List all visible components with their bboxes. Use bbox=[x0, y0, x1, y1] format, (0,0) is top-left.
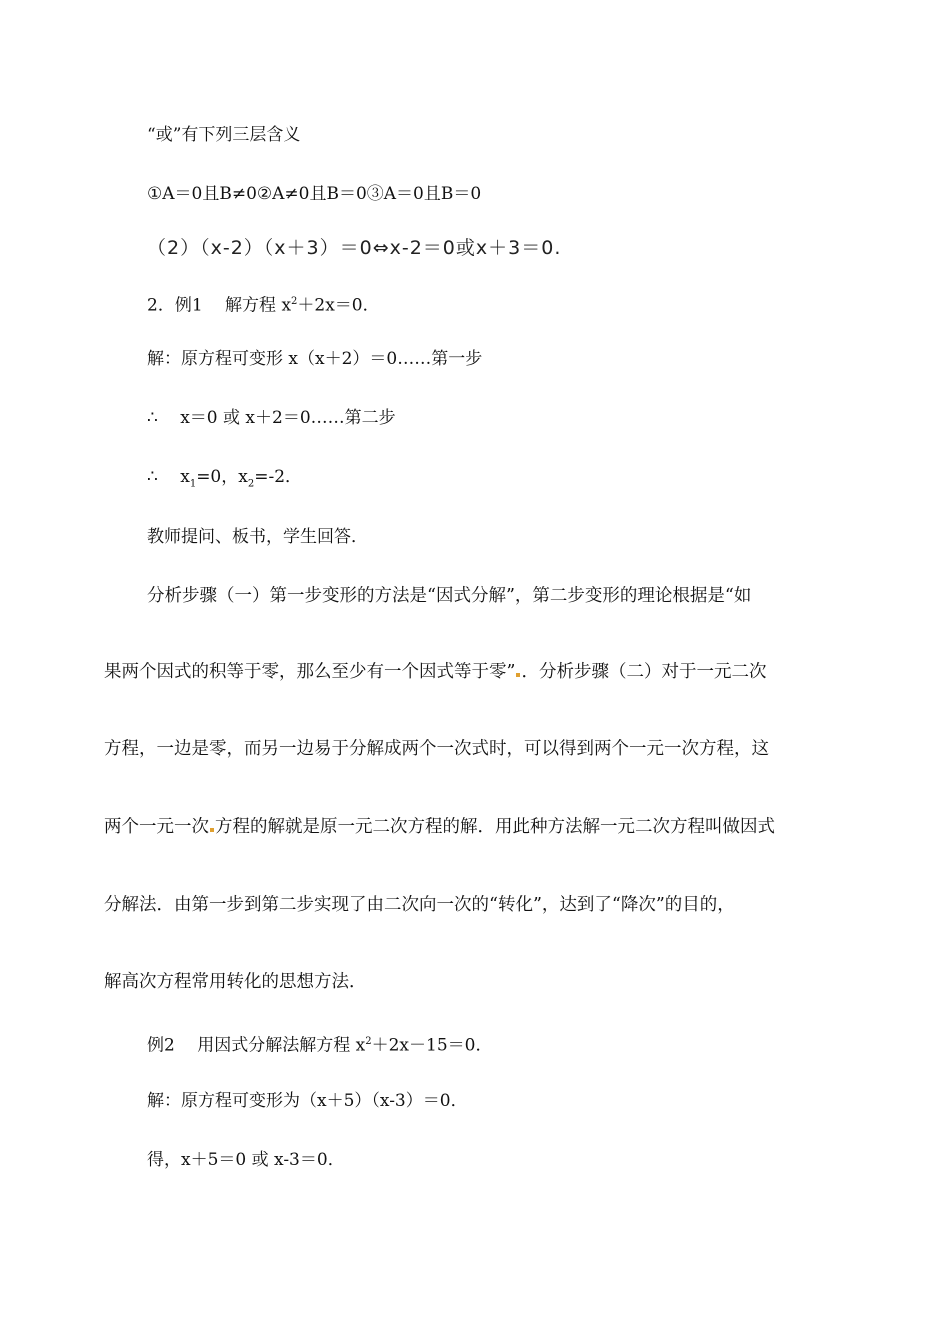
example1-exponent: 2 bbox=[291, 296, 298, 307]
analysis-paragraph-line-5: 分解法．由第一步到第二步实现了由二次向一次的“转化”，达到了“降次”的目的， bbox=[104, 895, 735, 915]
roots-part-b: =0，x bbox=[196, 467, 248, 487]
example2-solution: 解：原方程可变形为（x＋5）（x-3）＝0． bbox=[147, 1091, 468, 1111]
analysis-line-2a: 果两个因式的积等于零，那么至少有一个因式等于零” bbox=[104, 662, 516, 682]
formula-line-equivalence: （2）（x-2）（x＋3）＝0⇔x-2＝0或x＋3＝0. bbox=[147, 237, 562, 259]
roots-part-c: =-2． bbox=[254, 467, 303, 487]
analysis-line-2b: ．分析步骤（二）对于一元二次 bbox=[521, 662, 767, 682]
root-subscript-2: 2 bbox=[247, 478, 255, 490]
teacher-note: 教师提问、板书，学生回答． bbox=[147, 527, 368, 547]
example2-result: 得，x＋5＝0 或 x-3＝0． bbox=[147, 1150, 345, 1170]
example1-heading-suffix: ＋2x＝0． bbox=[297, 295, 380, 316]
root-subscript-1: 1 bbox=[189, 478, 197, 490]
solution-step-one: 解：原方程可变形 x（x＋2）＝0……第一步 bbox=[147, 349, 483, 369]
example2-heading bbox=[147, 1031, 492, 1057]
analysis-paragraph-line-6: 解高次方程常用转化的思想方法． bbox=[104, 972, 367, 992]
text-line-or-meanings: “或”有下列三层含义 bbox=[147, 125, 301, 145]
analysis-paragraph-line-1: 分析步骤（一）第一步变形的方法是“因式分解”，第二步变形的理论根据是“如 bbox=[147, 586, 752, 606]
roots-part-a: ∴ x bbox=[147, 467, 190, 487]
analysis-line-4b: 方程的解就是原一元二次方程的解．用此种方法解一元二次方程叫做因式 bbox=[215, 817, 775, 837]
solution-roots bbox=[147, 466, 302, 495]
example1-heading bbox=[147, 291, 380, 317]
analysis-line-4a: 两个一元一次 bbox=[104, 817, 209, 837]
example2-heading-prefix: 例2 用因式分解法解方程 x bbox=[147, 1035, 366, 1056]
solution-step-two: ∴ x＝0 或 x＋2＝0……第二步 bbox=[147, 408, 396, 428]
example2-exponent: 2 bbox=[365, 1036, 372, 1047]
text-line-three-cases: ①A＝0且B≠0②A≠0且B＝0③A＝0且B＝0 bbox=[147, 184, 482, 204]
analysis-paragraph-line-2 bbox=[104, 661, 844, 683]
marker-dot bbox=[210, 828, 214, 832]
example1-heading-prefix: 2．例1 解方程 x bbox=[147, 295, 292, 316]
analysis-paragraph-line-3: 方程，一边是零，而另一边易于分解成两个一次式时，可以得到两个一元一次方程，这 bbox=[104, 739, 769, 759]
example2-heading-suffix: ＋2x－15＝0． bbox=[371, 1035, 493, 1056]
marker-dot bbox=[516, 673, 520, 677]
analysis-paragraph-line-4 bbox=[104, 816, 844, 838]
